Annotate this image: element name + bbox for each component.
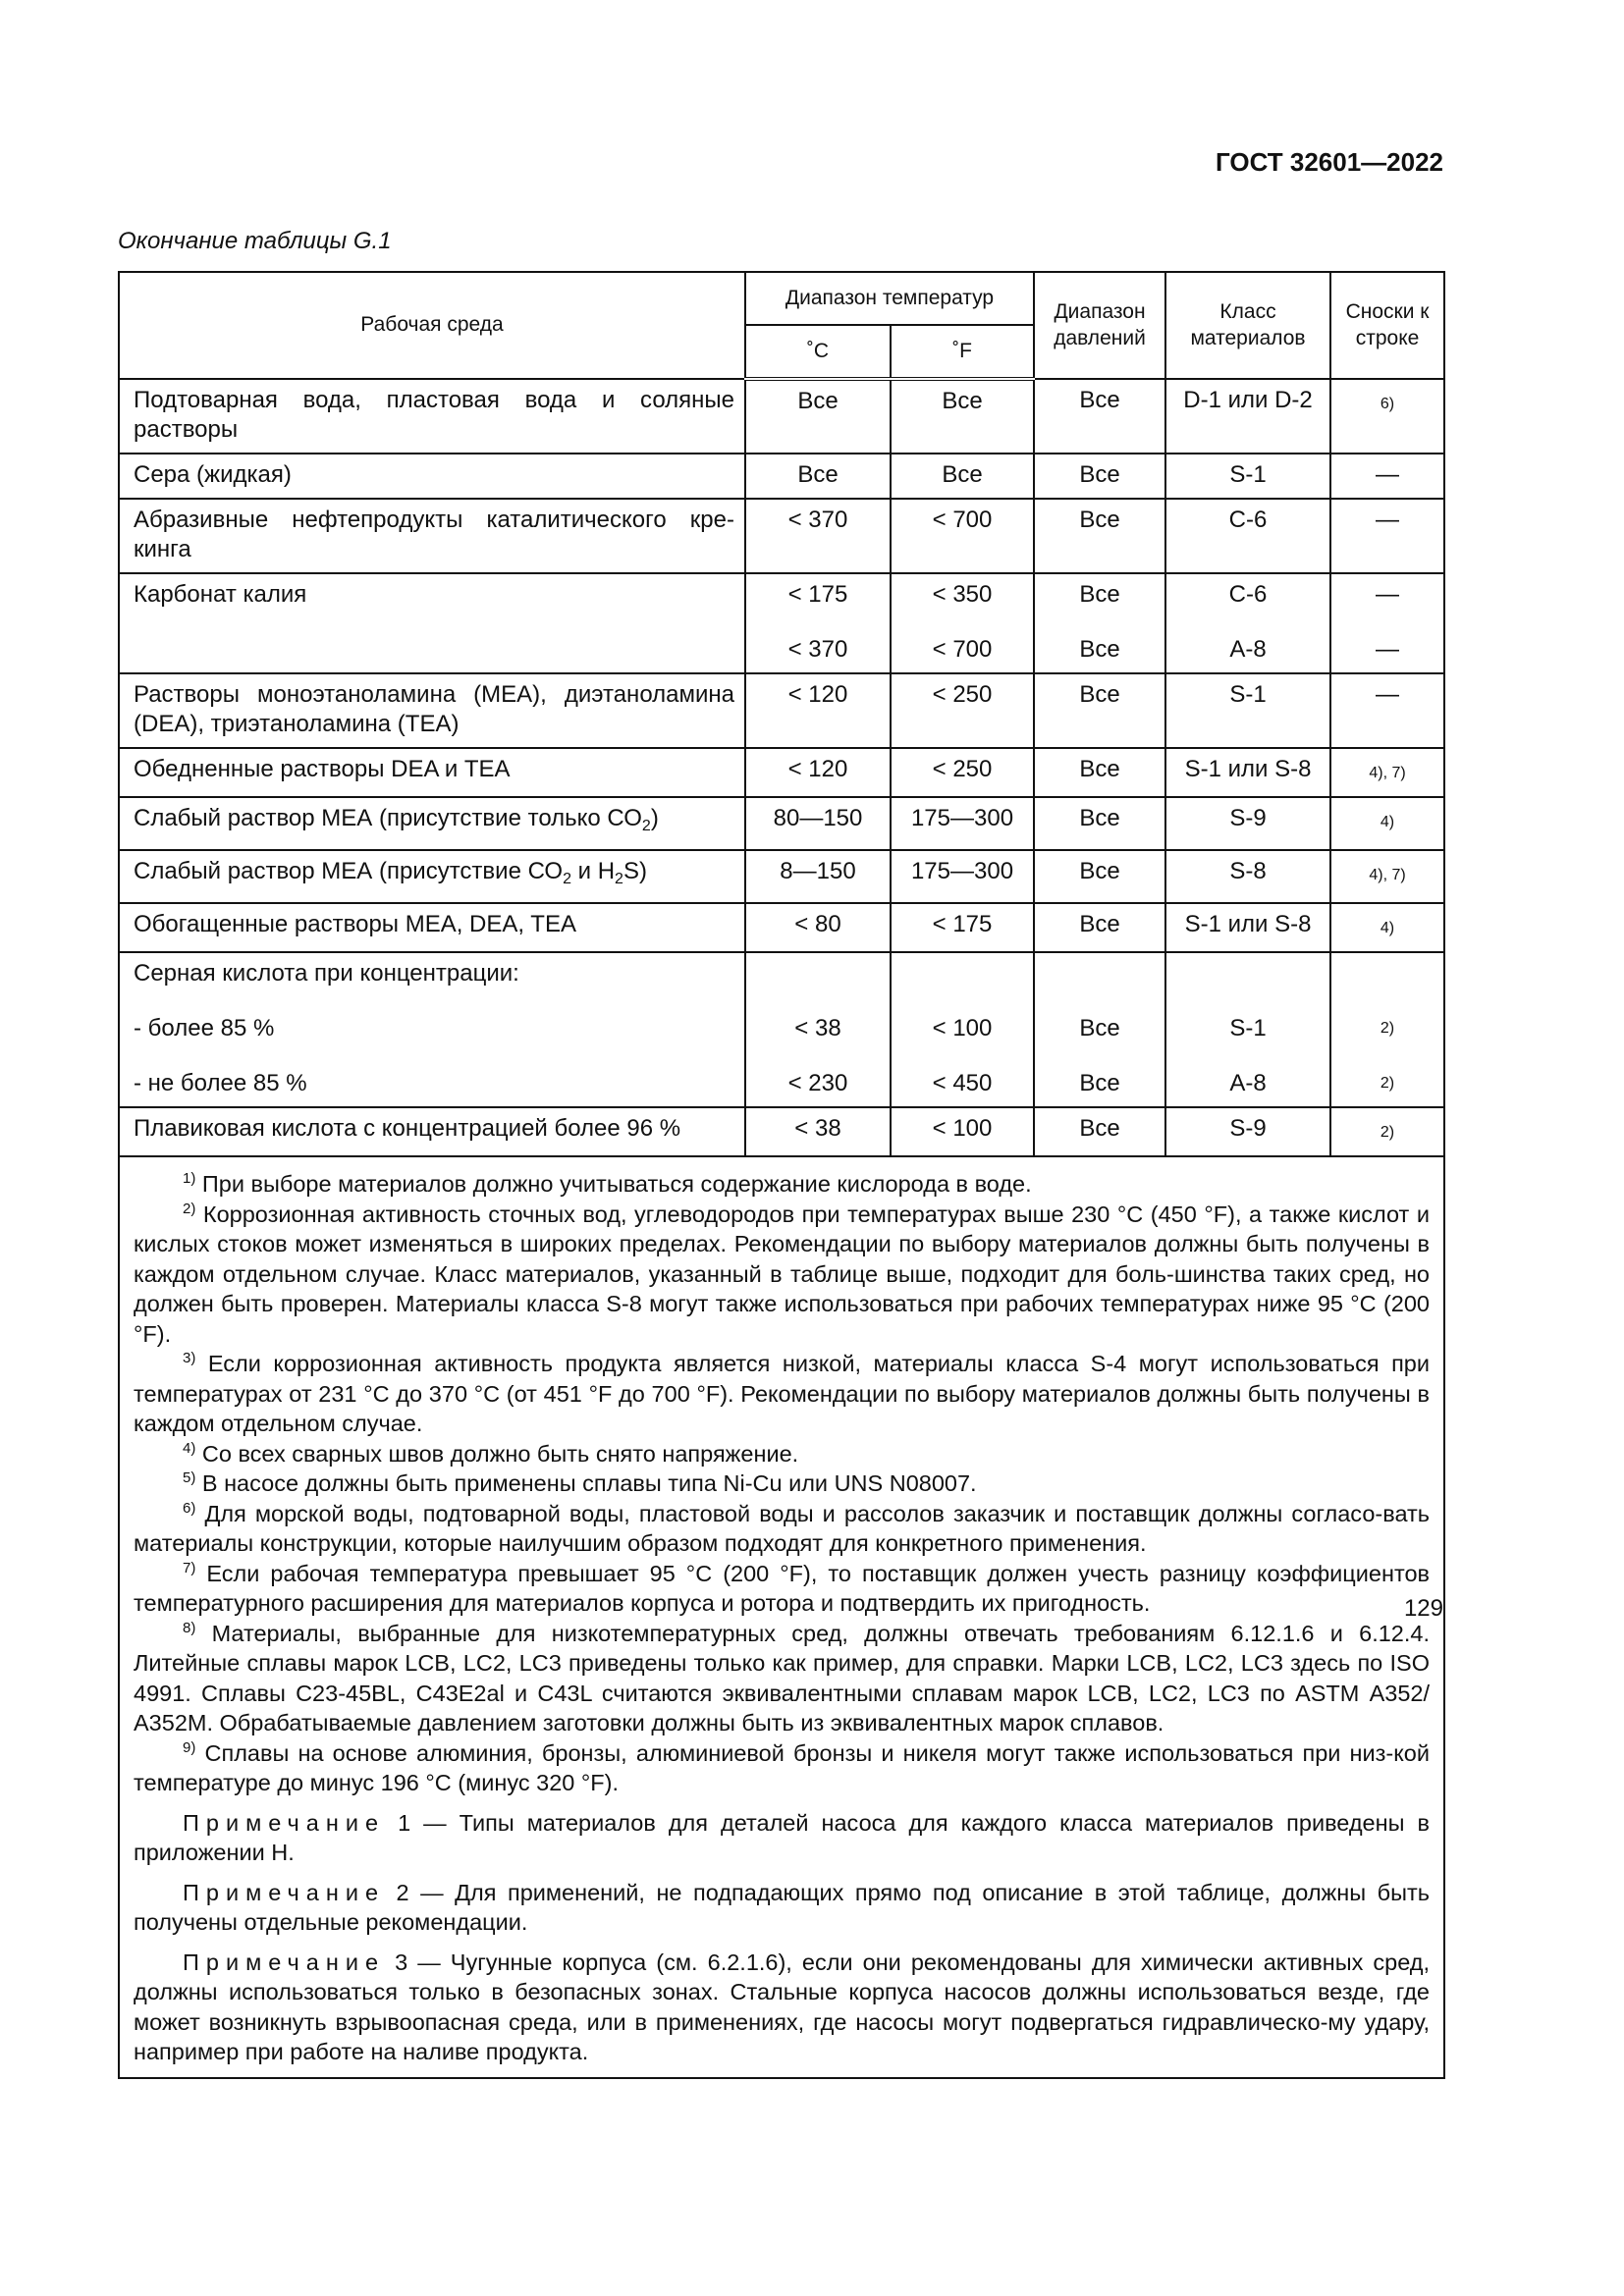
- footnote: [134, 1200, 1430, 1350]
- note-text: 3 — Чугунные корпуса (см. 6.2.1.6), если они рекомендованы для химически активных сред, должны использоваться только в безопасных зонах. Стальные корпуса насосов должны использоваться везде, где может возникнуть взрывоопасная среда, или в применениях, где насосы могут подвергаться гидравлическо-му удару, например при работе на наливе продукта.: [134, 1949, 1431, 2064]
- cell-pressure: Все: [1034, 617, 1165, 673]
- cell-celsius: < 38: [745, 1107, 891, 1156]
- footnote-mark: 3): [183, 1350, 196, 1366]
- table-row: [120, 499, 1443, 573]
- cell-class: А-8: [1165, 617, 1330, 673]
- cell-medium: Сера (жидкая): [120, 454, 745, 499]
- table-row: [120, 903, 1443, 952]
- subscript: 2: [615, 871, 623, 887]
- cell-empty: [745, 952, 891, 996]
- cell-medium: - более 85 %: [120, 996, 745, 1051]
- note-label: Примечание: [183, 1809, 386, 1836]
- cell-empty: [1330, 952, 1443, 996]
- cell-fahrenheit: < 700: [891, 499, 1034, 573]
- medium-text: Слабый раствор МЕА (присутствие СО: [134, 858, 564, 884]
- cell-pressure: Все: [1034, 499, 1165, 573]
- medium-text: Слабый раствор МЕА (присутствие только СО: [134, 805, 642, 831]
- cell-celsius: < 175: [745, 573, 891, 617]
- subscript: 2: [563, 871, 571, 887]
- table-row: [120, 1051, 1443, 1107]
- footnote-text: Если коррозионная активность продукта является низкой, материалы класса S-4 могут использоваться при температурах от 231 °С до 370 °С (от 451 °F до 700 °F). Рекомендации по выбору материалов должны быть получены в каждом отдельном случае.: [134, 1351, 1430, 1436]
- table-row: [120, 454, 1443, 499]
- cell-footnote: 2): [1330, 1107, 1443, 1156]
- footnote-text: Сплавы на основе алюминия, бронзы, алюминиевой бронзы и никеля могут также использоваться при низ-кой температуре до минус 196 °С (минус 320 °F).: [134, 1739, 1431, 1795]
- note-label: Примечание: [183, 1949, 386, 1975]
- footnote-mark: 2): [183, 1200, 196, 1217]
- table-row: [120, 748, 1443, 797]
- cell-fahrenheit: < 250: [891, 748, 1034, 797]
- footnote-mark: 8): [183, 1619, 196, 1636]
- footnote-text: Для морской воды, подтоварной воды, пластовой воды и рассолов заказчик и поставщик должны согласо-вать материалы конструкции, которые наилучшим образом подходят для конкретного применения.: [134, 1500, 1430, 1556]
- cell-celsius: < 370: [745, 499, 891, 573]
- cell-footnote: —: [1330, 454, 1443, 499]
- page-number: 129: [1403, 1595, 1443, 1622]
- cell-footnote: 4): [1330, 903, 1443, 952]
- cell-class: S-1: [1165, 996, 1330, 1051]
- cell-celsius: < 120: [745, 673, 891, 748]
- cell-celsius: < 120: [745, 748, 891, 797]
- cell-fahrenheit: < 100: [891, 996, 1034, 1051]
- cell-medium: [120, 850, 745, 903]
- note-label: Примечание: [183, 1879, 386, 1905]
- cell-medium: Подтоварная вода, пластовая вода и соляные растворы: [120, 379, 745, 454]
- cell-fahrenheit: 175—300: [891, 797, 1034, 850]
- cell-medium-empty: [120, 617, 745, 673]
- table-row: [120, 996, 1443, 1051]
- cell-class: S-9: [1165, 797, 1330, 850]
- cell-celsius: Все: [745, 454, 891, 499]
- header-medium: Рабочая среда: [120, 273, 745, 379]
- header-celsius: ˚С: [745, 325, 891, 379]
- table-row: [120, 850, 1443, 903]
- cell-class: С-6: [1165, 499, 1330, 573]
- cell-pressure: Все: [1034, 454, 1165, 499]
- cell-celsius: < 370: [745, 617, 891, 673]
- cell-pressure: Все: [1034, 379, 1165, 454]
- cell-class: S-1 или S-8: [1165, 748, 1330, 797]
- cell-celsius: < 38: [745, 996, 891, 1051]
- cell-medium: Карбонат калия: [120, 573, 745, 617]
- table-row: [120, 573, 1443, 617]
- table-row: [120, 1107, 1443, 1156]
- cell-celsius: < 80: [745, 903, 891, 952]
- subscript: 2: [641, 818, 651, 834]
- footnote-text: Материалы, выбранные для низкотемпературных сред, должны отвечать требованиям 6.12.1.6 и 6.12.4. Литейные сплавы марок LCB, LC2, LC3 приведены только как пример, для справки. Марки LCB, LC2, LC3 здесь по ISO 4991. Сплавы С23-45BL, C43E2al и C43L считаются эквивалентными сплавам марок LCB, LC2, LC3 по ASTM А352/А352М. Обрабатываемые давлением заготовки должны быть из эквивалентных марок сплавов.: [134, 1620, 1430, 1735]
- cell-class: S-1: [1165, 673, 1330, 748]
- cell-class: D-1 или D-2: [1165, 379, 1330, 454]
- footnote-mark: 1): [183, 1170, 196, 1187]
- footnote-text: В насосе должны быть применены сплавы типа Ni-Cu или UNS N08007.: [201, 1470, 977, 1496]
- cell-footnote: —: [1330, 673, 1443, 748]
- cell-pressure: Все: [1034, 1107, 1165, 1156]
- cell-empty: [1034, 952, 1165, 996]
- cell-footnote: —: [1330, 573, 1443, 617]
- cell-empty: [1165, 952, 1330, 996]
- cell-class: S-8: [1165, 850, 1330, 903]
- cell-celsius: 80—150: [745, 797, 891, 850]
- cell-fahrenheit: < 350: [891, 573, 1034, 617]
- cell-fahrenheit: < 100: [891, 1107, 1034, 1156]
- table-row: [120, 952, 1443, 996]
- standard-number: ГОСТ 32601—2022: [1216, 147, 1443, 177]
- cell-fahrenheit: 175—300: [891, 850, 1034, 903]
- note-text: 1 — Типы материалов для деталей насоса для каждого класса материалов приведены в приложении Н.: [134, 1809, 1430, 1865]
- cell-fahrenheit: Все: [891, 454, 1034, 499]
- cell-footnote: —: [1330, 617, 1443, 673]
- medium-text: и H: [570, 858, 616, 884]
- header-pressure-range: Диапазон давлений: [1034, 273, 1165, 379]
- footnote-mark: 9): [183, 1738, 196, 1756]
- note: [134, 1878, 1430, 1938]
- cell-footnote: —: [1330, 499, 1443, 573]
- cell-medium: [120, 797, 745, 850]
- cell-medium: Обедненные растворы DEA и TEA: [120, 748, 745, 797]
- cell-fahrenheit: < 250: [891, 673, 1034, 748]
- table-row: [120, 379, 1443, 454]
- note-text: 2 — Для применений, не подпадающих прямо под описание в этой таблице, должны быть получены отдельные рекомендации.: [134, 1879, 1431, 1935]
- cell-medium: Серная кислота при концентрации:: [120, 952, 745, 996]
- footnote: [134, 1169, 1430, 1200]
- cell-medium: Обогащенные растворы МЕА, DEA, TEA: [120, 903, 745, 952]
- cell-celsius: Все: [745, 379, 891, 454]
- cell-footnote: 2): [1330, 996, 1443, 1051]
- footnote: [134, 1559, 1430, 1619]
- cell-pressure: Все: [1034, 1051, 1165, 1107]
- cell-class: S-1 или S-8: [1165, 903, 1330, 952]
- header-temp-range: Диапазон температур: [745, 273, 1034, 325]
- cell-medium: Растворы моноэтаноламина (МЕА), диэтаноламина (DEA), триэтаноламина (TEA): [120, 673, 745, 748]
- cell-pressure: Все: [1034, 673, 1165, 748]
- header-footnotes: Сноски к строке: [1330, 273, 1443, 379]
- cell-medium: Абразивные нефтепродукты каталитического кре-кинга: [120, 499, 745, 573]
- cell-celsius: < 230: [745, 1051, 891, 1107]
- cell-pressure: Все: [1034, 903, 1165, 952]
- footnote: [134, 1738, 1430, 1798]
- footnote-text: Коррозионная активность сточных вод, углеводородов при температурах выше 230 °С (450 °F), а также кислот и кислых стоков может изменяться в широких пределах. Рекомендации по выбору материалов должны быть получены в каждом отдельном случае. Класс материалов, указанный в таблице выше, подходит для боль-шинства таких сред, но должен быть проверен. Материалы класса S-8 могут также использоваться при рабочих температурах ниже 95 °С (200 °F).: [134, 1201, 1430, 1347]
- note: [134, 1948, 1430, 2067]
- footnote-text: При выборе материалов должно учитываться содержание кислорода в воде.: [201, 1171, 1032, 1197]
- cell-class: S-9: [1165, 1107, 1330, 1156]
- medium-text: ): [650, 805, 659, 831]
- materials-table: [120, 273, 1443, 1157]
- footnote: [134, 1349, 1430, 1439]
- footnote-text: Если рабочая температура превышает 95 °С (200 °F), то поставщик должен учесть разницу коэффициентов температурного расширения для материалов корпуса и ротора и подтвердить их пригодность.: [134, 1560, 1430, 1616]
- cell-footnote: 4), 7): [1330, 850, 1443, 903]
- table-row: [120, 797, 1443, 850]
- cell-medium: - не более 85 %: [120, 1051, 745, 1107]
- cell-fahrenheit: Все: [891, 379, 1034, 454]
- cell-pressure: Все: [1034, 797, 1165, 850]
- footnote: [134, 1619, 1430, 1738]
- cell-footnote: 4): [1330, 797, 1443, 850]
- header-fahrenheit: ˚F: [891, 325, 1034, 379]
- cell-pressure: Все: [1034, 748, 1165, 797]
- cell-fahrenheit: < 450: [891, 1051, 1034, 1107]
- cell-footnote: 2): [1330, 1051, 1443, 1107]
- cell-empty: [891, 952, 1034, 996]
- cell-pressure: Все: [1034, 573, 1165, 617]
- cell-celsius: 8—150: [745, 850, 891, 903]
- table-notes: [120, 1157, 1443, 2077]
- cell-class: А-8: [1165, 1051, 1330, 1107]
- table-caption: Окончание таблицы G.1: [118, 228, 392, 254]
- cell-footnote: 6): [1330, 379, 1443, 454]
- footnote-mark: 7): [183, 1559, 196, 1576]
- cell-class: S-1: [1165, 454, 1330, 499]
- cell-class: С-6: [1165, 573, 1330, 617]
- note: [134, 1808, 1430, 1868]
- footnote-mark: 6): [183, 1499, 196, 1517]
- medium-text: S): [623, 858, 647, 884]
- footnote-text: Со всех сварных швов должно быть снято напряжение.: [201, 1440, 799, 1467]
- cell-pressure: Все: [1034, 996, 1165, 1051]
- cell-medium: Плавиковая кислота с концентрацией более 96 %: [120, 1107, 745, 1156]
- footnote-mark: 5): [183, 1469, 196, 1486]
- cell-pressure: Все: [1034, 850, 1165, 903]
- header-material-class: Класс материалов: [1165, 273, 1330, 379]
- footnote: [134, 1439, 1430, 1469]
- table-row: [120, 617, 1443, 673]
- materials-table-frame: [118, 271, 1445, 2079]
- footnote: [134, 1468, 1430, 1499]
- footnote-mark: 4): [183, 1439, 196, 1457]
- footnote: [134, 1499, 1430, 1559]
- cell-fahrenheit: < 700: [891, 617, 1034, 673]
- cell-footnote: 4), 7): [1330, 748, 1443, 797]
- cell-fahrenheit: < 175: [891, 903, 1034, 952]
- table-row: [120, 673, 1443, 748]
